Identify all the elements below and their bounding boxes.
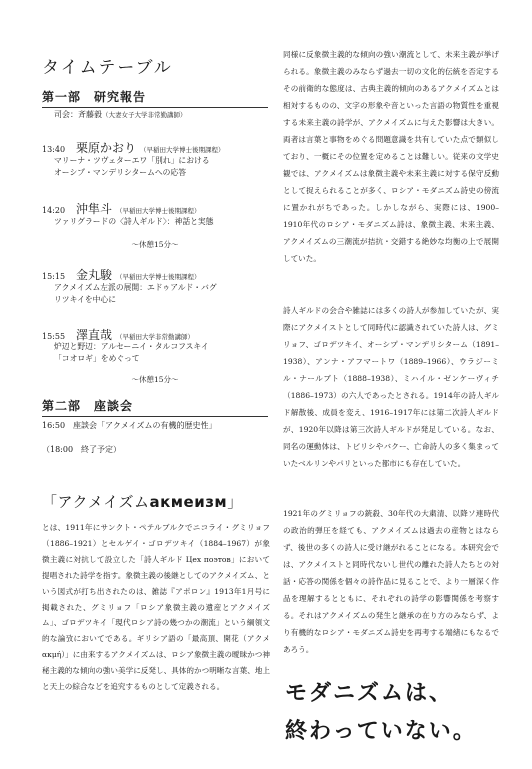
talk-time: 15:15 — [42, 272, 66, 281]
talk-speaker: 栗原かおり — [76, 141, 137, 155]
talk-affiliation: （早稲田大学非常勤講師） — [116, 333, 195, 341]
part1-heading: 第一部 研究報告 — [42, 88, 268, 108]
talk-title-line: ツァリグラードの〈詩人ギルド〉：神話と実態 — [54, 217, 214, 226]
talk-3 — [42, 264, 270, 283]
talk-speaker: 金丸駿 — [76, 268, 113, 282]
talk-1-title — [54, 155, 268, 179]
part2-line1: 16:50 座談会「アクメイズムの有機的歴史性」 — [42, 421, 217, 430]
talk-title-line: 「コオロギ」をめぐって — [54, 354, 140, 363]
page-title: タイムテーブル — [42, 58, 173, 78]
talk-affiliation: （早稲田大学博士後期課程） — [116, 273, 201, 281]
talk-4-title — [54, 341, 268, 365]
akmeizm-body: とは、1911年にサンクト・ペテルブルクでニコライ・グミリョフ（1886–1921）とセルゲイ・ゴロデツキイ（1884–1967）が象徴主義に対抗して設立した「詩人ギルド Цех поэтов」において提唱された詩学を指す。象徴主義の後継としてのアクメイズム、という図式が打ち出されたのは、雑誌『アポロン』1913年1月号に掲載された、グミリョフ「ロシア象徴主義の遺産とアクメイズム」、ゴロデツキイ「現代ロシア詩の幾つかの潮流」という綱領文的な論攷においてである。ギリシア語の「最高頂、開花（アクメ ακμή）」に由来するアクメイズムは、ロシア象徴主義の曖昧かつ神秘主義的な傾向の強い美学に反発し、具体的かつ明晰な言葉、地上と天上の綜合などを追究するものとして定義される。 — [42, 523, 270, 692]
slogan-line-2: 終わっていない。 — [285, 719, 477, 744]
break-label: 〜休憩15分〜 — [131, 240, 179, 249]
slogan-line-1: モダニズムは、 — [285, 681, 454, 706]
talk-title-line: 炉辺と野辺：アルセーニイ・タルコフスキイ — [54, 342, 209, 351]
talk-time: 15:55 — [42, 332, 66, 341]
right-paragraph-3: 1921年のグミリョフの銃殺、30年代の大粛清、以降ソ連時代の政治的弾圧を経ても、アクメイズムは過去の産物とはならず、後世の多くの詩人に受け継がれることになる。本研究会では、アクメイストと同時代ないし世代の離れた詩人たちとの対話・応答の関係を個々の詩作品に見ることで、より一層深く作品を理解するとともに、それぞれの詩学の影響関係を考察する。それはアクメイズムの発生と継承の在り方のみならず、より有機的なロシア・モダニズム詩史を再考する端緒にもなるであろう。 — [283, 509, 499, 654]
right-paragraph-2: 詩人ギルドの会合や雑誌には多くの詩人が参加していたが、実際にアクメイストとして同時代に認識されていた詩人は、グミリョフ、ゴロデツキイ、オーシプ・マンデリシターム（1891–1938）、アンナ・アフマートワ（1889–1966）、ウラジーミル・ナールブト（1888–1938）、ミハイル・ゼンケーヴィチ（1886–1973）の六人であったとされる。1914年の詩人ギルド解散後、成員を変え、1916–1917年には第二次詩人ギルドが、1920年以降は第三次詩人ギルドが発足している。なお、同名の運動体は、トビリシやバクー、亡命詩人の多く集まっていたベルリンやパリといった都市にも存在していた。 — [283, 306, 499, 468]
talk-2 — [42, 198, 270, 217]
part2-line2: （18:00 終了予定） — [42, 445, 122, 454]
akmeizm-heading — [42, 491, 243, 512]
akmeizm-heading-end: 」 — [227, 493, 243, 511]
talk-affiliation: （早稲田大学博士後期課程） — [116, 207, 201, 215]
akmeizm-heading-ru: акмеизм — [149, 493, 228, 511]
talk-title-line: アクメイズム左派の展開：エドゥアルド・バグ — [54, 283, 217, 292]
chair-line — [54, 109, 282, 121]
talk-affiliation: （早稲田大学博士後期課程） — [140, 146, 225, 154]
talk-time: 14:20 — [42, 206, 66, 215]
talk-title-line: マリーナ・ツヴェターエワ「別れ」における — [54, 156, 210, 165]
talk-3-title — [54, 282, 268, 306]
talk-1 — [42, 137, 270, 156]
chair-label: 司会：斉藤毅 — [54, 110, 102, 119]
talk-speaker: 澤直哉 — [76, 328, 113, 342]
right-paragraph-1: 同様に反象徴主義的な傾向の強い潮流として、未来主義が挙げられる。象徴主義のみならず過去一切の文化的伝統を否定するその前衛的な態度は、古典主義的傾向のあるアクメイズムとは相対するものの、文字の形象や音といった言語の物質性を重視する未来主義の詩学が、アクメイズムに与えた影響は大きい。両者は言葉と事物をめぐる問題意識を共有していた点で類似しており、一概にその位置を定めることは難しい。従来の文学史観では、アクメイズムは象徴主義や未来主義に対する保守反動として捉えられることが多く、ロシア・モダニズム詩史の傍流に置かれがちであった。しかしながら、実際には、1900–1910年代のロシア・モダニズム詩は、象徴主義、未来主義、アクメイズムの三潮流が拮抗・交錯する絶妙な均衡の上で展開していた。 — [283, 50, 499, 263]
talk-title-line: リツキイを中心に — [54, 295, 117, 304]
akmeizm-heading-jp: 「アクメイズム — [42, 493, 150, 511]
talk-speaker: 沖隼斗 — [76, 202, 113, 216]
talk-time: 13:40 — [42, 145, 66, 154]
chair-aff: （大妻女子大学非常勤講師） — [102, 111, 187, 119]
talk-title-line: オーシプ・マンデリシタームへの応答 — [54, 168, 187, 177]
part2-heading: 第二部 座談会 — [42, 397, 268, 417]
break-label: 〜休憩15分〜 — [131, 375, 179, 384]
talk-2-title — [54, 216, 268, 228]
